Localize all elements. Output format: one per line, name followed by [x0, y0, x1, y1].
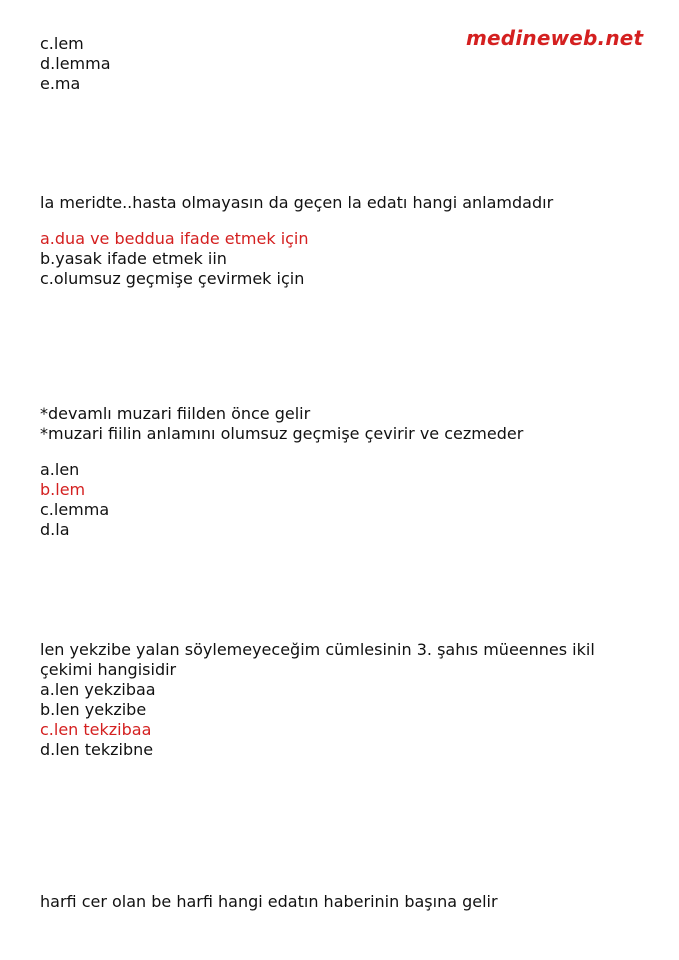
- site-watermark: medineweb.net: [466, 26, 644, 50]
- options-block-1: [40, 34, 111, 94]
- option-e: e.ma: [40, 74, 81, 93]
- question-2-clue-1: *devamlı muzari fiilden önce gelir: [40, 404, 311, 423]
- question-1: [40, 193, 553, 289]
- question-3-option-d: d.len tekzibne: [40, 740, 154, 759]
- question-3-option-a: a.len yekzibaa: [40, 680, 156, 699]
- question-1-option-b: b.yasak ifade etmek iin: [40, 249, 227, 268]
- question-2-option-c: c.lemma: [40, 500, 110, 519]
- question-2-option-b-correct: b.lem: [40, 480, 86, 499]
- question-1-option-a-correct: a.dua ve beddua ifade etmek için: [40, 229, 309, 248]
- question-4: [40, 892, 498, 912]
- option-d: d.lemma: [40, 54, 111, 73]
- question-3-text-line-1: len yekzibe yalan söylemeyeceğim cümlesinin 3. şahıs müeennes ikil: [40, 640, 595, 659]
- question-1-option-c: c.olumsuz geçmişe çevirmek için: [40, 269, 305, 288]
- question-3-option-b: b.len yekzibe: [40, 700, 147, 719]
- option-c: c.lem: [40, 34, 84, 53]
- question-2-option-a: a.len: [40, 460, 80, 479]
- question-2-clue-2: *muzari fiilin anlamını olumsuz geçmişe çevirir ve cezmeder: [40, 424, 524, 443]
- question-3-text-line-2: çekimi hangisidir: [40, 660, 177, 679]
- question-3: [40, 640, 595, 760]
- question-3-option-c-correct: c.len tekzibaa: [40, 720, 152, 739]
- question-4-text: harfi cer olan be harfi hangi edatın haberinin başına gelir: [40, 892, 498, 911]
- question-1-text: la meridte..hasta olmayasın da geçen la edatı hangi anlamdadır: [40, 193, 554, 212]
- question-2: [40, 404, 523, 540]
- question-2-option-d: d.la: [40, 520, 70, 539]
